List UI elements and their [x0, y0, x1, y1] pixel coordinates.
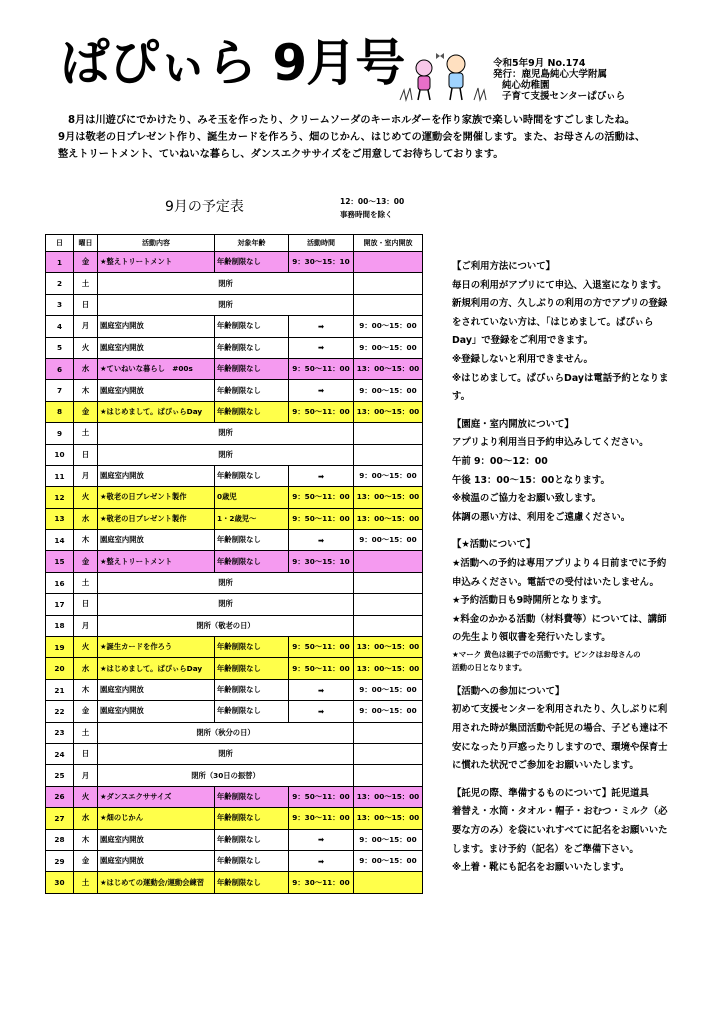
intro-line: 8月は川遊びにでかけたり、みそ玉を作ったり、クリームソーダのキーホルダーを作り家族で楽しい時間をすごしましたね。: [68, 115, 635, 126]
time-cell: ➡: [289, 850, 354, 871]
table-row: [46, 829, 423, 850]
closed-cell: 閉所: [98, 743, 354, 764]
info-line: 体調の悪い方は、利用をご遠慮ください。: [452, 511, 631, 523]
age-cell: 年齢制限なし: [215, 829, 289, 850]
open-cell: 9：00～15：00: [354, 337, 423, 358]
weekday-cell: 日: [74, 594, 98, 615]
publisher-center: 子育て支援センターぱぴぃら: [502, 91, 626, 102]
table-row: [46, 294, 423, 315]
time-cell: 9：50～11：00: [289, 401, 354, 422]
age-cell: 年齢制限なし: [215, 530, 289, 551]
time-cell: ➡: [289, 465, 354, 486]
day-cell: 4: [46, 316, 74, 337]
weekday-cell: 木: [74, 829, 98, 850]
open-cell: [354, 594, 423, 615]
open-cell: [354, 872, 423, 893]
day-cell: 3: [46, 294, 74, 315]
table-row: [46, 850, 423, 871]
day-cell: 26: [46, 786, 74, 807]
weekday-cell: 水: [74, 358, 98, 379]
age-cell: 年齢制限なし: [215, 358, 289, 379]
time-cell: 9：50～11：00: [289, 358, 354, 379]
table-row: [46, 808, 423, 829]
header-day: 日: [46, 235, 74, 252]
open-cell: 9：00～15：00: [354, 380, 423, 401]
table-row: [46, 358, 423, 379]
activity-cell: 園庭室内開放: [98, 337, 215, 358]
day-cell: 28: [46, 829, 74, 850]
info-line: します。まけ予約（記名）をご準備下さい。: [452, 843, 639, 855]
time-cell: ➡: [289, 337, 354, 358]
day-cell: 25: [46, 765, 74, 786]
closed-cell: 閉所（敬老の日）: [98, 615, 354, 636]
weekday-cell: 日: [74, 743, 98, 764]
closed-cell: 閉所: [98, 594, 354, 615]
open-cell: [354, 551, 423, 572]
info-section: [452, 536, 707, 674]
activity-cell: ★敬老の日プレゼント製作: [98, 508, 215, 529]
schedule-note: [340, 195, 404, 221]
table-row: [46, 722, 423, 743]
age-cell: 年齢制限なし: [215, 786, 289, 807]
activity-cell: 園庭室内開放: [98, 701, 215, 722]
info-heading: 【活動への参加について】: [452, 685, 565, 697]
info-line: 要な方のみ）を袋にいれすべてに記名をお願いいた: [452, 825, 668, 837]
day-cell: 29: [46, 850, 74, 871]
header-age: 対象年齢: [215, 235, 289, 252]
table-row: [46, 252, 423, 273]
open-cell: [354, 765, 423, 786]
time-cell: 9：50～11：00: [289, 658, 354, 679]
info-line: ★活動への予約は専用アプリより４日前までに予約: [452, 557, 667, 569]
office-hours: 12：00～13：00: [340, 197, 405, 206]
weekday-cell: 水: [74, 808, 98, 829]
age-cell: 年齢制限なし: [215, 850, 289, 871]
closed-cell: 閉所: [98, 273, 354, 294]
publication-info: [493, 58, 625, 102]
day-cell: 21: [46, 679, 74, 700]
header-weekday: 曜日: [74, 235, 98, 252]
table-row: [46, 765, 423, 786]
info-line: ※上着・靴にも記名をお願いいたします。: [452, 862, 630, 874]
info-line: アプリより利用当日予約申込みしてください。: [452, 437, 649, 449]
open-cell: 13：00～15：00: [354, 637, 423, 658]
day-cell: 23: [46, 722, 74, 743]
info-line: ★料金のかかる活動（材料費等）については、講師: [452, 613, 667, 625]
age-cell: 年齢制限なし: [215, 337, 289, 358]
schedule-body: [46, 252, 423, 894]
day-cell: 11: [46, 465, 74, 486]
age-cell: 年齢制限なし: [215, 658, 289, 679]
table-row: [46, 551, 423, 572]
open-cell: 9：00～15：00: [354, 701, 423, 722]
age-cell: 年齢制限なし: [215, 701, 289, 722]
day-cell: 27: [46, 808, 74, 829]
open-cell: 9：00～15：00: [354, 829, 423, 850]
activity-cell: 園庭室内開放: [98, 380, 215, 401]
open-cell: 13：00～15：00: [354, 358, 423, 379]
open-cell: 9：00～15：00: [354, 465, 423, 486]
header-activity: 活動内容: [98, 235, 215, 252]
time-cell: 9：30～15：10: [289, 551, 354, 572]
weekday-cell: 火: [74, 637, 98, 658]
age-cell: 年齢制限なし: [215, 465, 289, 486]
day-cell: 30: [46, 872, 74, 893]
time-cell: ➡: [289, 701, 354, 722]
age-cell: 年齢制限なし: [215, 808, 289, 829]
info-note: ★マーク 黄色は親子での活動です。ピンクはお母さんの: [452, 649, 641, 659]
weekday-cell: 月: [74, 615, 98, 636]
open-cell: [354, 743, 423, 764]
info-section: [452, 416, 707, 528]
time-cell: 9：30～11：00: [289, 808, 354, 829]
day-cell: 12: [46, 487, 74, 508]
weekday-cell: 金: [74, 701, 98, 722]
table-row: [46, 316, 423, 337]
activity-cell: ★敬老の日プレゼント製作: [98, 487, 215, 508]
intro-line: 整えトリートメント、ていねいな暮らし、ダンスエクササイズをご用意してお待ちしております。: [58, 149, 504, 160]
weekday-cell: 木: [74, 679, 98, 700]
table-row: [46, 273, 423, 294]
activity-cell: 園庭室内開放: [98, 530, 215, 551]
weekday-cell: 土: [74, 872, 98, 893]
weekday-cell: 木: [74, 380, 98, 401]
activity-cell: 園庭室内開放: [98, 465, 215, 486]
weekday-cell: 月: [74, 765, 98, 786]
info-note: 活動の日となります。: [452, 662, 527, 672]
publisher-school: 純心幼稚園: [502, 80, 550, 91]
weekday-cell: 水: [74, 658, 98, 679]
activity-cell: ★はじめての運動会/運動会練習: [98, 872, 215, 893]
activity-cell: ★整えトリートメント: [98, 252, 215, 273]
info-line: ※検温のご協力をお願い致します。: [452, 493, 601, 505]
open-cell: [354, 722, 423, 743]
closed-cell: 閉所: [98, 294, 354, 315]
table-row: [46, 637, 423, 658]
open-cell: [354, 615, 423, 636]
weekday-cell: 月: [74, 465, 98, 486]
time-cell: ➡: [289, 380, 354, 401]
activity-cell: 園庭室内開放: [98, 679, 215, 700]
info-line: 着替え・水筒・タオル・帽子・おむつ・ミルク（必: [452, 806, 668, 818]
age-cell: 年齢制限なし: [215, 252, 289, 273]
table-row: [46, 615, 423, 636]
day-cell: 8: [46, 401, 74, 422]
age-cell: 年齢制限なし: [215, 637, 289, 658]
table-row: [46, 743, 423, 764]
open-cell: 13：00～15：00: [354, 401, 423, 422]
activity-cell: ★誕生カードを作ろう: [98, 637, 215, 658]
weekday-cell: 火: [74, 487, 98, 508]
closed-cell: 閉所: [98, 423, 354, 444]
issue-number: 令和5年9月 No.174: [493, 58, 586, 69]
open-cell: 9：00～15：00: [354, 850, 423, 871]
table-row: [46, 444, 423, 465]
day-cell: 22: [46, 701, 74, 722]
info-line: Day」で登録をご利用できます。: [452, 335, 594, 347]
weekday-cell: 金: [74, 252, 98, 273]
time-cell: 9：50～11：00: [289, 786, 354, 807]
info-section: [452, 683, 707, 776]
header-open: 開放・室内開放: [354, 235, 423, 252]
open-cell: [354, 572, 423, 593]
weekday-cell: 金: [74, 551, 98, 572]
weekday-cell: 月: [74, 316, 98, 337]
table-row: [46, 594, 423, 615]
activity-cell: ★整えトリートメント: [98, 551, 215, 572]
info-line: 毎日の利用がアプリにて申込、入退室になります。: [452, 279, 667, 291]
age-cell: 年齢制限なし: [215, 380, 289, 401]
info-line: 安になったり戸惑ったりしますので、環境や保育士: [452, 741, 668, 753]
age-cell: 1・2歳児～: [215, 508, 289, 529]
activity-cell: ★はじめまして。ぱぴぃらDay: [98, 401, 215, 422]
age-cell: 年齢制限なし: [215, 551, 289, 572]
intro-line: 9月は敬老の日プレゼント作り、誕生カードを作ろう、畑のじかん、はじめての運動会を開催します。また、お母さんの活動は、: [58, 132, 646, 143]
newsletter-title: ぱぴぃら 9月号: [60, 34, 405, 92]
header-time: 活動時間: [289, 235, 354, 252]
weekday-cell: 日: [74, 444, 98, 465]
schedule-header-row: [46, 235, 423, 252]
open-cell: 13：00～15：00: [354, 658, 423, 679]
info-heading: 【託児の際、準備するものについて】託児道具: [452, 787, 649, 799]
info-heading: 【★活動について】: [452, 539, 536, 551]
table-row: [46, 380, 423, 401]
info-line: 新規利用の方、久しぶりの利用の方でアプリの登録: [452, 298, 668, 310]
table-row: [46, 401, 423, 422]
publisher: 発行：鹿児島純心大学附属: [493, 69, 608, 80]
time-cell: 9：50～11：00: [289, 637, 354, 658]
info-line: 初めて支援センターを利用されたり、久しぶりに利: [452, 704, 668, 716]
weekday-cell: 火: [74, 786, 98, 807]
weekday-cell: 土: [74, 722, 98, 743]
weekday-cell: 土: [74, 423, 98, 444]
info-line: ※はじめまして。ぱぴぃらDayは電話予約となりま: [452, 372, 669, 384]
day-cell: 7: [46, 380, 74, 401]
day-cell: 5: [46, 337, 74, 358]
info-line: ★予約活動日も9時開所となります。: [452, 595, 607, 607]
info-line: ※登録しないと利用できません。: [452, 353, 593, 365]
info-heading: 【ご利用方法について】: [452, 261, 555, 272]
day-cell: 18: [46, 615, 74, 636]
age-cell: 年齢制限なし: [215, 679, 289, 700]
day-cell: 24: [46, 743, 74, 764]
open-cell: 13：00～15：00: [354, 487, 423, 508]
table-row: [46, 423, 423, 444]
open-cell: 9：00～15：00: [354, 530, 423, 551]
activity-cell: ★はじめまして。ぱぴぃらDay: [98, 658, 215, 679]
grass-decoration: [400, 88, 486, 100]
info-line: 申込みください。電話での受付はいたしません。: [452, 576, 659, 588]
table-row: [46, 487, 423, 508]
info-line: に慣れた状況でご参加をお願いいたします。: [452, 760, 639, 772]
day-cell: 10: [46, 444, 74, 465]
age-cell: 年齢制限なし: [215, 401, 289, 422]
open-cell: [354, 273, 423, 294]
weekday-cell: 火: [74, 337, 98, 358]
schedule-table: [45, 234, 423, 894]
day-cell: 9: [46, 423, 74, 444]
weekday-cell: 土: [74, 572, 98, 593]
table-row: [46, 701, 423, 722]
weekday-cell: 金: [74, 401, 98, 422]
time-cell: 9：50～11：00: [289, 487, 354, 508]
info-heading: 【園庭・室内開放について】: [452, 418, 574, 430]
open-cell: 13：00～15：00: [354, 508, 423, 529]
age-cell: 年齢制限なし: [215, 872, 289, 893]
day-cell: 20: [46, 658, 74, 679]
activity-cell: ★畑のじかん: [98, 808, 215, 829]
open-cell: [354, 444, 423, 465]
open-cell: 9：00～15：00: [354, 679, 423, 700]
info-line: をされていない方は、「はじめまして。ぱぴぃら: [452, 316, 654, 328]
office-hours-note: 事務時間を除く: [340, 210, 393, 219]
child-left: [416, 60, 432, 100]
weekday-cell: 水: [74, 508, 98, 529]
time-cell: ➡: [289, 829, 354, 850]
day-cell: 6: [46, 358, 74, 379]
butterfly-icon: [436, 53, 444, 59]
closed-cell: 閉所（30日の振替）: [98, 765, 354, 786]
age-cell: 0歳児: [215, 487, 289, 508]
closed-cell: 閉所（秋分の日）: [98, 722, 354, 743]
open-cell: 13：00～15：00: [354, 808, 423, 829]
table-row: [46, 872, 423, 893]
day-cell: 14: [46, 530, 74, 551]
day-cell: 2: [46, 273, 74, 294]
open-cell: [354, 252, 423, 273]
info-line: 午前 9：00～12：00: [452, 455, 548, 467]
time-cell: ➡: [289, 530, 354, 551]
weekday-cell: 木: [74, 530, 98, 551]
children-illustration: [398, 50, 488, 102]
table-row: [46, 530, 423, 551]
child-right: [447, 55, 465, 100]
age-cell: 年齢制限なし: [215, 316, 289, 337]
activity-cell: 園庭室内開放: [98, 850, 215, 871]
time-cell: 9：50～11：00: [289, 508, 354, 529]
time-cell: ➡: [289, 316, 354, 337]
open-cell: 9：00～15：00: [354, 316, 423, 337]
table-row: [46, 679, 423, 700]
info-section: [452, 785, 707, 878]
activity-cell: ★ていねいな暮らし #00s: [98, 358, 215, 379]
table-row: [46, 337, 423, 358]
table-row: [46, 465, 423, 486]
table-row: [46, 658, 423, 679]
table-row: [46, 508, 423, 529]
time-cell: 9：30～15：10: [289, 252, 354, 273]
day-cell: 15: [46, 551, 74, 572]
info-column: [452, 258, 707, 887]
open-cell: 13：00～15：00: [354, 786, 423, 807]
info-section: [452, 258, 707, 407]
activity-cell: 園庭室内開放: [98, 316, 215, 337]
day-cell: 13: [46, 508, 74, 529]
schedule-title: 9月の予定表: [165, 199, 244, 215]
table-row: [46, 786, 423, 807]
time-cell: 9：30～11：00: [289, 872, 354, 893]
intro-text: [58, 112, 688, 163]
open-cell: [354, 294, 423, 315]
info-line: の先生より領収書を発行いたします。: [452, 632, 611, 644]
weekday-cell: 日: [74, 294, 98, 315]
info-line: す。: [452, 391, 470, 403]
table-row: [46, 572, 423, 593]
weekday-cell: 土: [74, 273, 98, 294]
info-line: 午後 13：00～15：00となります。: [452, 474, 610, 486]
day-cell: 19: [46, 637, 74, 658]
time-cell: ➡: [289, 679, 354, 700]
closed-cell: 閉所: [98, 444, 354, 465]
open-cell: [354, 423, 423, 444]
activity-cell: 園庭室内開放: [98, 829, 215, 850]
day-cell: 1: [46, 252, 74, 273]
day-cell: 17: [46, 594, 74, 615]
activity-cell: ★ダンスエクササイズ: [98, 786, 215, 807]
weekday-cell: 金: [74, 850, 98, 871]
closed-cell: 閉所: [98, 572, 354, 593]
day-cell: 16: [46, 572, 74, 593]
info-line: 用された時が集団活動や託児の場合、子ども達は不: [452, 723, 668, 735]
